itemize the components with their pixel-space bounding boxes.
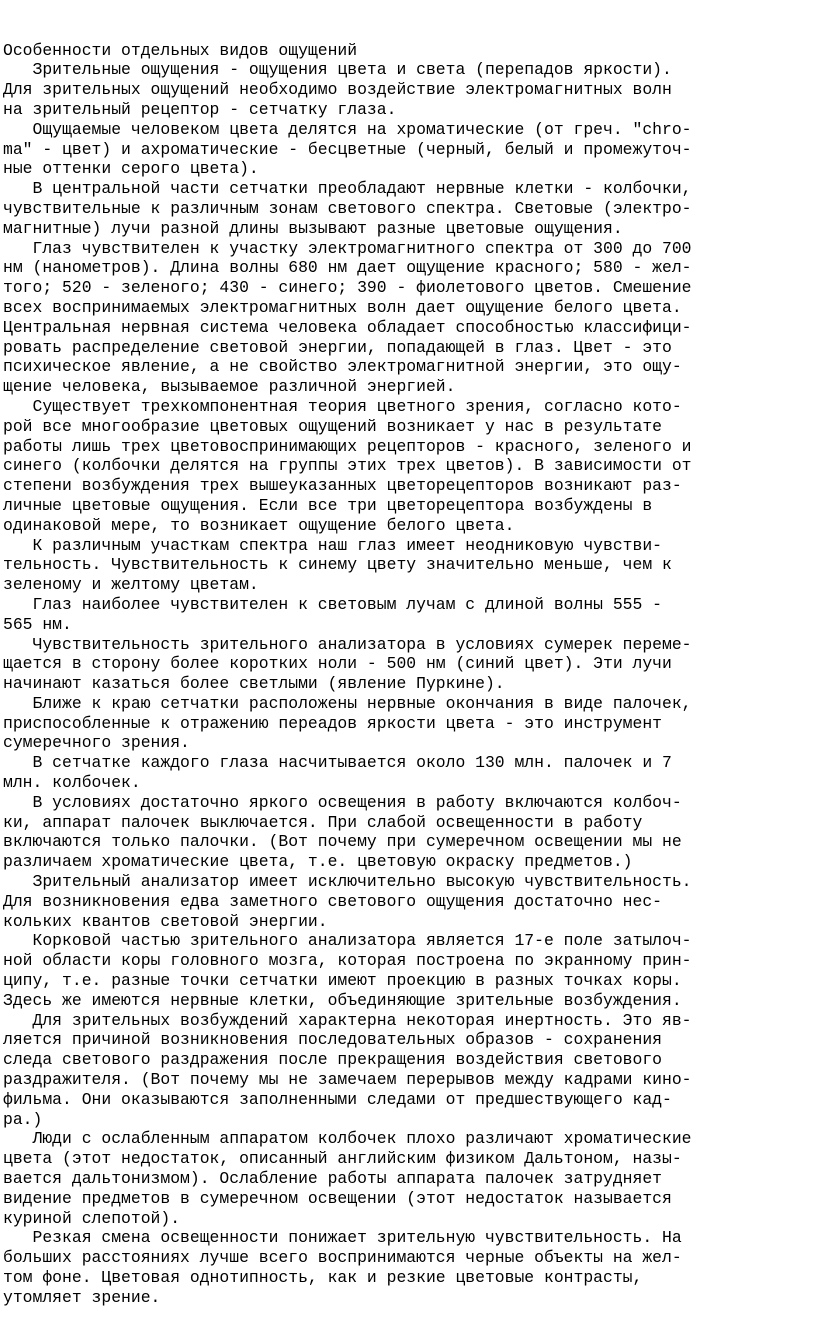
- text-line: зеленому и желтому цветам.: [3, 575, 259, 595]
- text-line: одинаковой мере, то возникает ощущение белого цвета.: [3, 515, 515, 535]
- text-line: начинают казаться более светлыми (явление Пуркине).: [3, 674, 505, 694]
- text-line: ma" - цвет) и ахроматические - бесцветные (черный, белый и промежуточ-: [3, 139, 692, 159]
- text-line: ной области коры головного мозга, которая построена по экранному прин-: [3, 951, 692, 971]
- text-line: К различным участкам спектра наш глаз имеет неодниковую чувстви-: [3, 535, 663, 555]
- text-line: работы лишь трех цветовоспринимающих рецепторов - красного, зеленого и: [3, 436, 692, 456]
- text-line: Корковой частью зрительного анализатора является 17-е поле затылоч-: [3, 931, 692, 951]
- document-body: [3, 41, 812, 1308]
- text-line: В центральной части сетчатки преобладают нервные клетки - колбочки,: [3, 179, 692, 199]
- text-line: цвета (этот недостаток, описанный английским физиком Дальтоном, назы-: [3, 1149, 682, 1169]
- text-line: Для зрительных ощущений необходимо воздействие электромагнитных волн: [3, 80, 672, 100]
- text-line: 565 нм.: [3, 614, 72, 634]
- text-line: психическое явление, а не свойство электромагнитной энергии, это ощу-: [3, 357, 682, 377]
- text-line: кольких квантов световой энергии.: [3, 911, 328, 931]
- text-line: ки, аппарат палочек выключается. При слабой освещенности в работу: [3, 812, 643, 832]
- text-line: ципу, т.е. разные точки сетчатки имеют проекцию в разных точках коры.: [3, 971, 682, 991]
- text-line: Существует трехкомпонентная теория цветного зрения, согласно кото-: [3, 396, 682, 416]
- text-line: Центральная нервная система человека обладает способностью классифици-: [3, 317, 692, 337]
- text-line: больших расстояниях лучше всего воспринимаются черные объекты на жел-: [3, 1248, 682, 1268]
- text-line: синего (колбочки делятся на группы этих трех цветов). В зависимости от: [3, 456, 692, 476]
- text-line: Глаз наиболее чувствителен к световым лучам с длиной волны 555 -: [3, 594, 663, 614]
- text-line: нм (нанометров). Длина волны 680 нм дает ощущение красного; 580 - жел-: [3, 258, 692, 278]
- text-line: магнитные) лучи разной длины вызывают разные цветовые ощущения.: [3, 218, 623, 238]
- text-line: В сетчатке каждого глаза насчитывается около 130 млн. палочек и 7: [3, 753, 672, 773]
- text-line: Ближе к краю сетчатки расположены нервные окончания в виде палочек,: [3, 693, 692, 713]
- text-line: личные цветовые ощущения. Если все три цветорецептора возбуждены в: [3, 495, 653, 515]
- text-line: сумеречного зрения.: [3, 733, 190, 753]
- text-line: ные оттенки серого цвета).: [3, 159, 259, 179]
- text-line: степени возбуждения трех вышеуказанных цветорецепторов возникают раз-: [3, 476, 682, 496]
- text-line: всех воспринимаемых электромагнитных волн дает ощущение белого цвета.: [3, 297, 682, 317]
- text-line: приспособленные к отражению переадов яркости цвета - это инструмент: [3, 713, 663, 733]
- text-line: В условиях достаточно яркого освещения в работу включаются колбоч-: [3, 792, 682, 812]
- text-line: ляется причиной возникновения последовательных образов - сохранения: [3, 1030, 663, 1050]
- text-line: ровать распределение световой энергии, попадающей в глаз. Цвет - это: [3, 337, 672, 357]
- text-line: чувствительные к различным зонам светового спектра. Световые (электро-: [3, 198, 692, 218]
- text-line: Для зрительных возбуждений характерна некоторая инертность. Это яв-: [3, 1010, 692, 1030]
- text-line: Резкая смена освещенности понижает зрительную чувствительность. На: [3, 1228, 682, 1248]
- text-line: Чувствительность зрительного анализатора в условиях сумерек переме-: [3, 634, 692, 654]
- text-line: тельность. Чувствительность к синему цвету значительно меньше, чем к: [3, 555, 672, 575]
- text-line: фильма. Они оказываются заполненными следами от предшествующего кад-: [3, 1089, 672, 1109]
- text-line: Зрительный анализатор имеет исключительно высокую чувствительность.: [3, 872, 692, 892]
- text-line: на зрительный рецептор - сетчатку глаза.: [3, 99, 397, 119]
- text-line: рой все многообразие цветовых ощущений возникает у нас в результате: [3, 416, 663, 436]
- text-line: утомляет зрение.: [3, 1287, 161, 1307]
- text-line: того; 520 - зеленого; 430 - синего; 390 - фиолетового цветов. Смешение: [3, 278, 692, 298]
- text-line: следа светового раздражения после прекращения воздействия светового: [3, 1050, 663, 1070]
- text-line: щается в сторону более коротких ноли - 500 нм (синий цвет). Эти лучи: [3, 654, 672, 674]
- text-line: Ощущаемые человеком цвета делятся на хроматические (от греч. "chro-: [3, 119, 692, 139]
- text-line: видение предметов в сумеречном освещении (этот недостаток называется: [3, 1188, 672, 1208]
- text-line: Глаз чувствителен к участку электромагнитного спектра от 300 до 700: [3, 238, 692, 258]
- document-title: Особенности отдельных видов ощущений: [3, 40, 358, 60]
- text-line: Здесь же имеются нервные клетки, объединяющие зрительные возбуждения.: [3, 990, 682, 1010]
- text-line: включаются только палочки. (Вот почему при сумеречном освещении мы не: [3, 832, 682, 852]
- text-line: вается дальтонизмом). Ослабление работы аппарата палочек затрудняет: [3, 1169, 663, 1189]
- text-line: щение человека, вызываемое различной энергией.: [3, 377, 456, 397]
- text-line: различаем хроматические цвета, т.е. цветовую окраску предметов.): [3, 852, 633, 872]
- text-line: раздражителя. (Вот почему мы не замечаем перерывов между кадрами кино-: [3, 1070, 692, 1090]
- text-line: том фоне. Цветовая однотипность, как и резкие цветовые контрасты,: [3, 1268, 643, 1287]
- text-line: ра.): [3, 1109, 43, 1129]
- text-line: куриной слепотой).: [3, 1208, 181, 1228]
- text-line: млн. колбочек.: [3, 773, 141, 793]
- text-line: Для возникновения едва заметного светового ощущения достаточно нес-: [3, 891, 663, 911]
- text-line: Зрительные ощущения - ощущения цвета и света (перепадов яркости).: [3, 60, 672, 80]
- text-line: Люди с ослабленным аппаратом колбочек плохо различают хроматические: [3, 1129, 692, 1149]
